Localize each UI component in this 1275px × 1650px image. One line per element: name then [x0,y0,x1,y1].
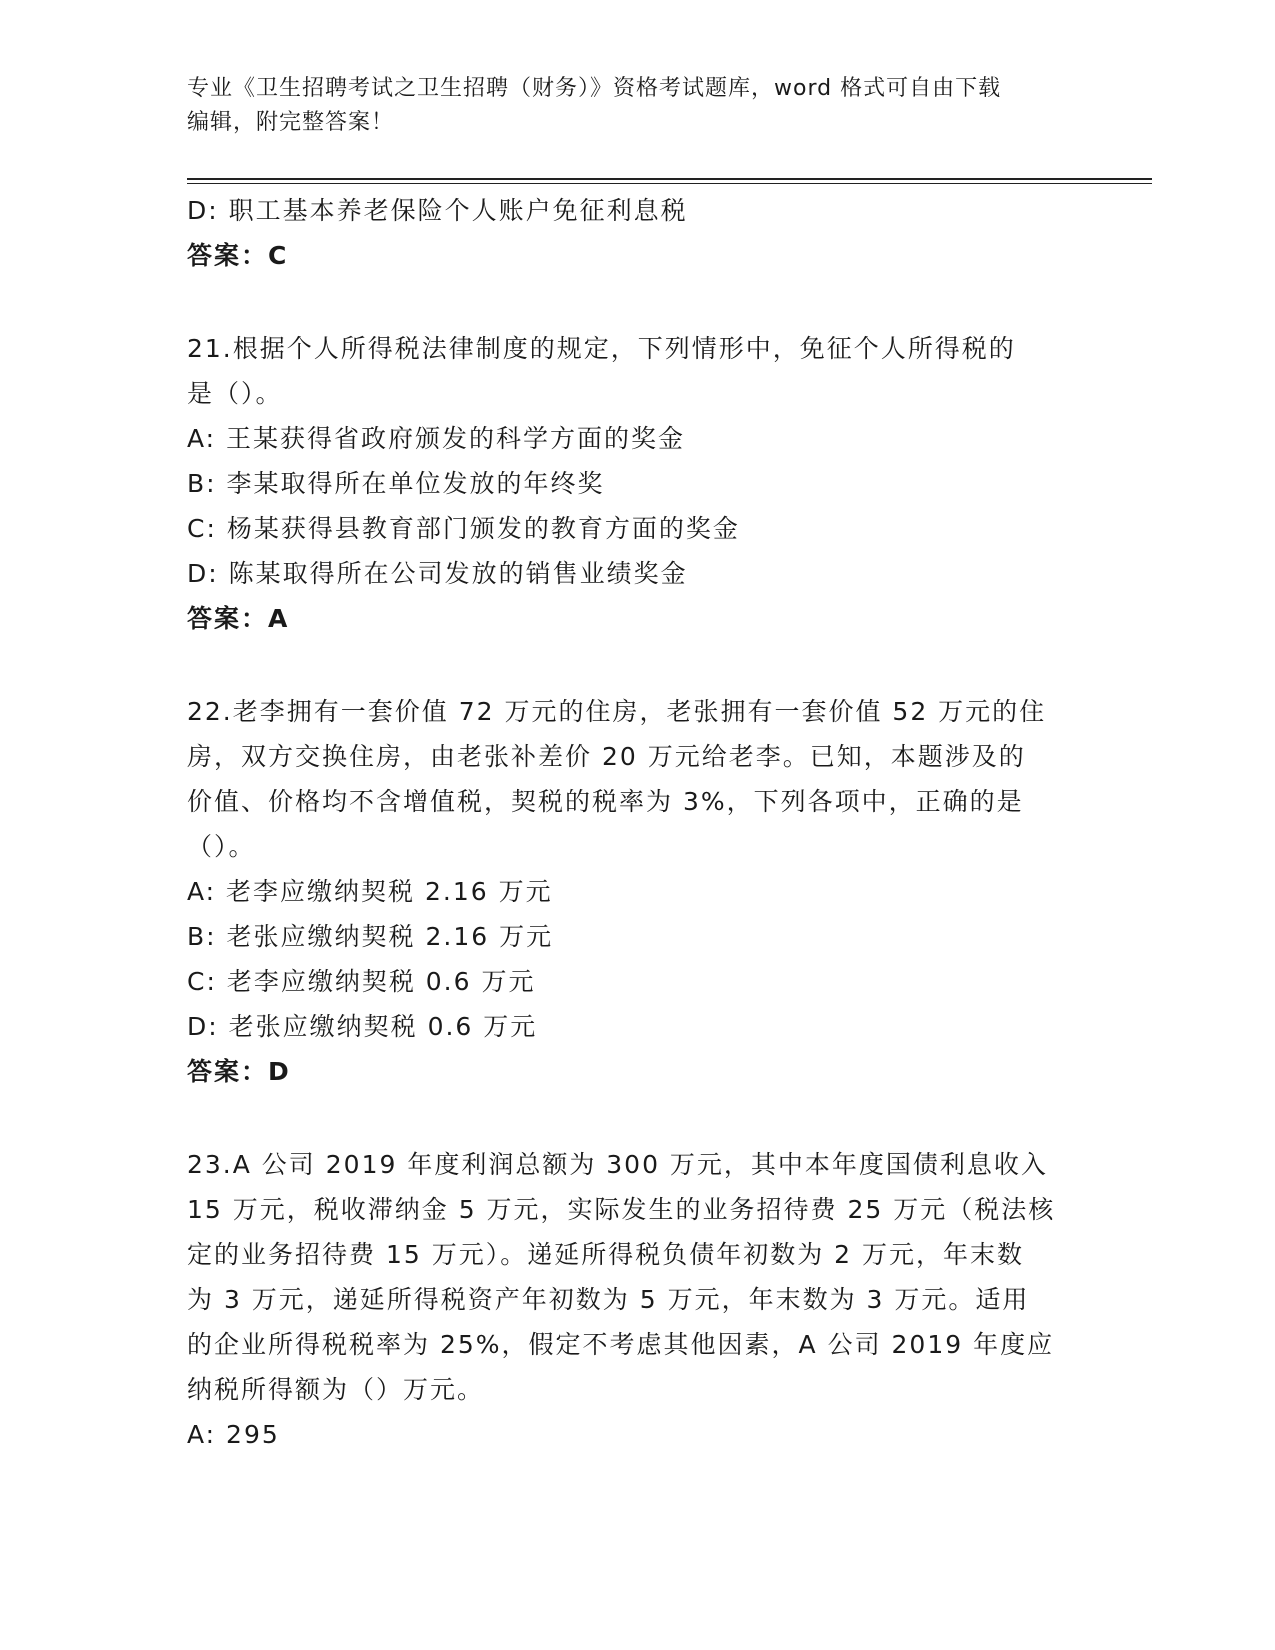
option-c: C: 杨某获得县教育部门颁发的教育方面的奖金 [187,514,740,543]
question-23 [187,1142,1087,1457]
question-text: 15 万元，税收滞纳金 5 万元，实际发生的业务招待费 25 万元（税法核 [187,1195,1056,1224]
question-text: 定的业务招待费 15 万元）。递延所得税负债年初数为 2 万元，年末数 [187,1240,1025,1269]
option-a: A: 老李应缴纳契税 2.16 万元 [187,877,553,906]
previous-question-tail [187,188,1087,278]
option-d: D: 陈某取得所在公司发放的销售业绩奖金 [187,559,688,588]
spacer [187,1094,1087,1142]
answer: 答案：D [187,1057,291,1086]
header-divider-thick [187,178,1152,180]
question-21 [187,326,1087,641]
question-text: 22.老李拥有一套价值 72 万元的住房，老张拥有一套价值 52 万元的住 [187,697,1047,726]
question-text: 23.A 公司 2019 年度利润总额为 300 万元，其中本年度国债利息收入 [187,1150,1048,1179]
header-line-2: 编辑，附完整答案！ [187,110,395,135]
option-b: B: 李某取得所在单位发放的年终奖 [187,469,605,498]
question-text: 房，双方交换住房，由老张补差价 20 万元给老李。已知，本题涉及的 [187,742,1026,771]
header-line-1: 专业《卫生招聘考试之卫生招聘（财务）》资格考试题库，word 格式可自由下载 [187,76,1002,101]
option-c: C: 老李应缴纳契税 0.6 万元 [187,967,536,996]
option-a: A: 295 [187,1420,280,1449]
option-a: A: 王某获得省政府颁发的科学方面的奖金 [187,424,686,453]
spacer [187,278,1087,326]
answer: 答案：A [187,604,290,633]
question-text: 是（）。 [187,379,283,408]
header-divider-thin [187,183,1152,184]
question-text: 为 3 万元，递延所得税资产年初数为 5 万元，年末数为 3 万元。适用 [187,1285,1030,1314]
option-b: B: 老张应缴纳契税 2.16 万元 [187,922,554,951]
option-d: D: 职工基本养老保险个人账户免征利息税 [187,196,688,225]
question-text: （）。 [187,832,256,861]
question-text: 价值、价格均不含增值税，契税的税率为 3%，下列各项中，正确的是 [187,787,1024,816]
question-text: 纳税所得额为（）万元。 [187,1375,485,1404]
question-text: 的企业所得税税率为 25%，假定不考虑其他因素，A 公司 2019 年度应 [187,1330,1055,1359]
option-d: D: 老张应缴纳契税 0.6 万元 [187,1012,538,1041]
question-22 [187,689,1087,1094]
spacer [187,641,1087,689]
document-header [187,72,1087,140]
question-text: 21.根据个人所得税法律制度的规定，下列情形中，免征个人所得税的 [187,334,1016,363]
document-body [187,188,1087,1457]
answer: 答案：C [187,241,289,270]
